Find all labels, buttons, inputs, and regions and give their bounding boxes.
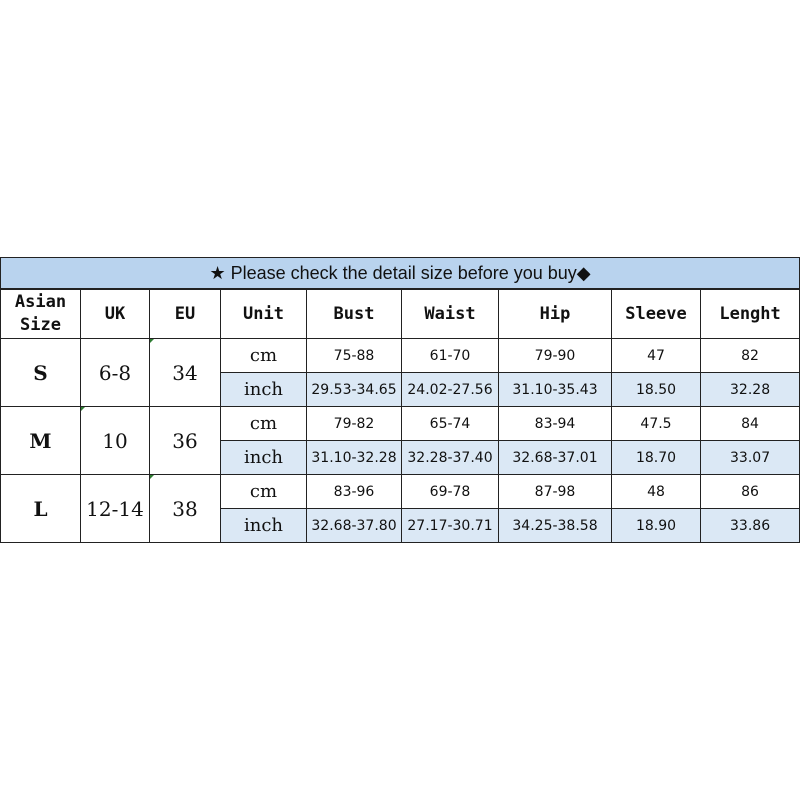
- bust-cell: 83-96: [307, 475, 402, 509]
- length-cell: 33.07: [701, 441, 800, 475]
- header-waist: Waist: [402, 289, 499, 339]
- header-sleeve: Sleeve: [612, 289, 701, 339]
- size-label: L: [1, 475, 81, 543]
- unit-cell: cm: [221, 407, 307, 441]
- table-row: [1, 475, 800, 509]
- size-chart: [0, 257, 800, 543]
- bust-cell: 29.53-34.65: [307, 373, 402, 407]
- table-row: [1, 339, 800, 373]
- table-row: [1, 407, 800, 441]
- header-eu: EU: [150, 289, 221, 339]
- hip-cell: 34.25-38.58: [499, 509, 612, 543]
- header-uk: UK: [81, 289, 150, 339]
- waist-cell: 27.17-30.71: [402, 509, 499, 543]
- sleeve-cell: 47: [612, 339, 701, 373]
- size-table: [0, 257, 800, 543]
- header-bust: Bust: [307, 289, 402, 339]
- waist-cell: 24.02-27.56: [402, 373, 499, 407]
- bust-cell: 32.68-37.80: [307, 509, 402, 543]
- banner-notice: ★ Please check the detail size before you buy◆: [1, 258, 800, 290]
- waist-cell: 69-78: [402, 475, 499, 509]
- eu-size: 36: [150, 407, 221, 475]
- header-asian-size-line1: Asian: [14, 292, 67, 312]
- unit-cell: inch: [221, 509, 307, 543]
- eu-size: 34: [150, 339, 221, 407]
- bust-cell: 79-82: [307, 407, 402, 441]
- header-unit: Unit: [221, 289, 307, 339]
- waist-cell: 32.28-37.40: [402, 441, 499, 475]
- eu-size: 38: [150, 475, 221, 543]
- uk-size: 6-8: [81, 339, 150, 407]
- waist-cell: 61-70: [402, 339, 499, 373]
- hip-cell: 87-98: [499, 475, 612, 509]
- length-cell: 82: [701, 339, 800, 373]
- uk-size: 10: [81, 407, 150, 475]
- length-cell: 33.86: [701, 509, 800, 543]
- bust-cell: 31.10-32.28: [307, 441, 402, 475]
- size-label: S: [1, 339, 81, 407]
- header-asian-size: [1, 289, 81, 339]
- hip-cell: 83-94: [499, 407, 612, 441]
- sleeve-cell: 18.70: [612, 441, 701, 475]
- sleeve-cell: 18.90: [612, 509, 701, 543]
- unit-cell: inch: [221, 441, 307, 475]
- bust-cell: 75-88: [307, 339, 402, 373]
- length-cell: 32.28: [701, 373, 800, 407]
- size-label: M: [1, 407, 81, 475]
- waist-cell: 65-74: [402, 407, 499, 441]
- hip-cell: 31.10-35.43: [499, 373, 612, 407]
- unit-cell: cm: [221, 339, 307, 373]
- header-asian-size-line2: Size: [20, 315, 61, 335]
- header-hip: Hip: [499, 289, 612, 339]
- uk-size: 12-14: [81, 475, 150, 543]
- unit-cell: inch: [221, 373, 307, 407]
- unit-cell: cm: [221, 475, 307, 509]
- length-cell: 86: [701, 475, 800, 509]
- header-length: Lenght: [701, 289, 800, 339]
- sleeve-cell: 18.50: [612, 373, 701, 407]
- length-cell: 84: [701, 407, 800, 441]
- sleeve-cell: 48: [612, 475, 701, 509]
- hip-cell: 32.68-37.01: [499, 441, 612, 475]
- hip-cell: 79-90: [499, 339, 612, 373]
- sleeve-cell: 47.5: [612, 407, 701, 441]
